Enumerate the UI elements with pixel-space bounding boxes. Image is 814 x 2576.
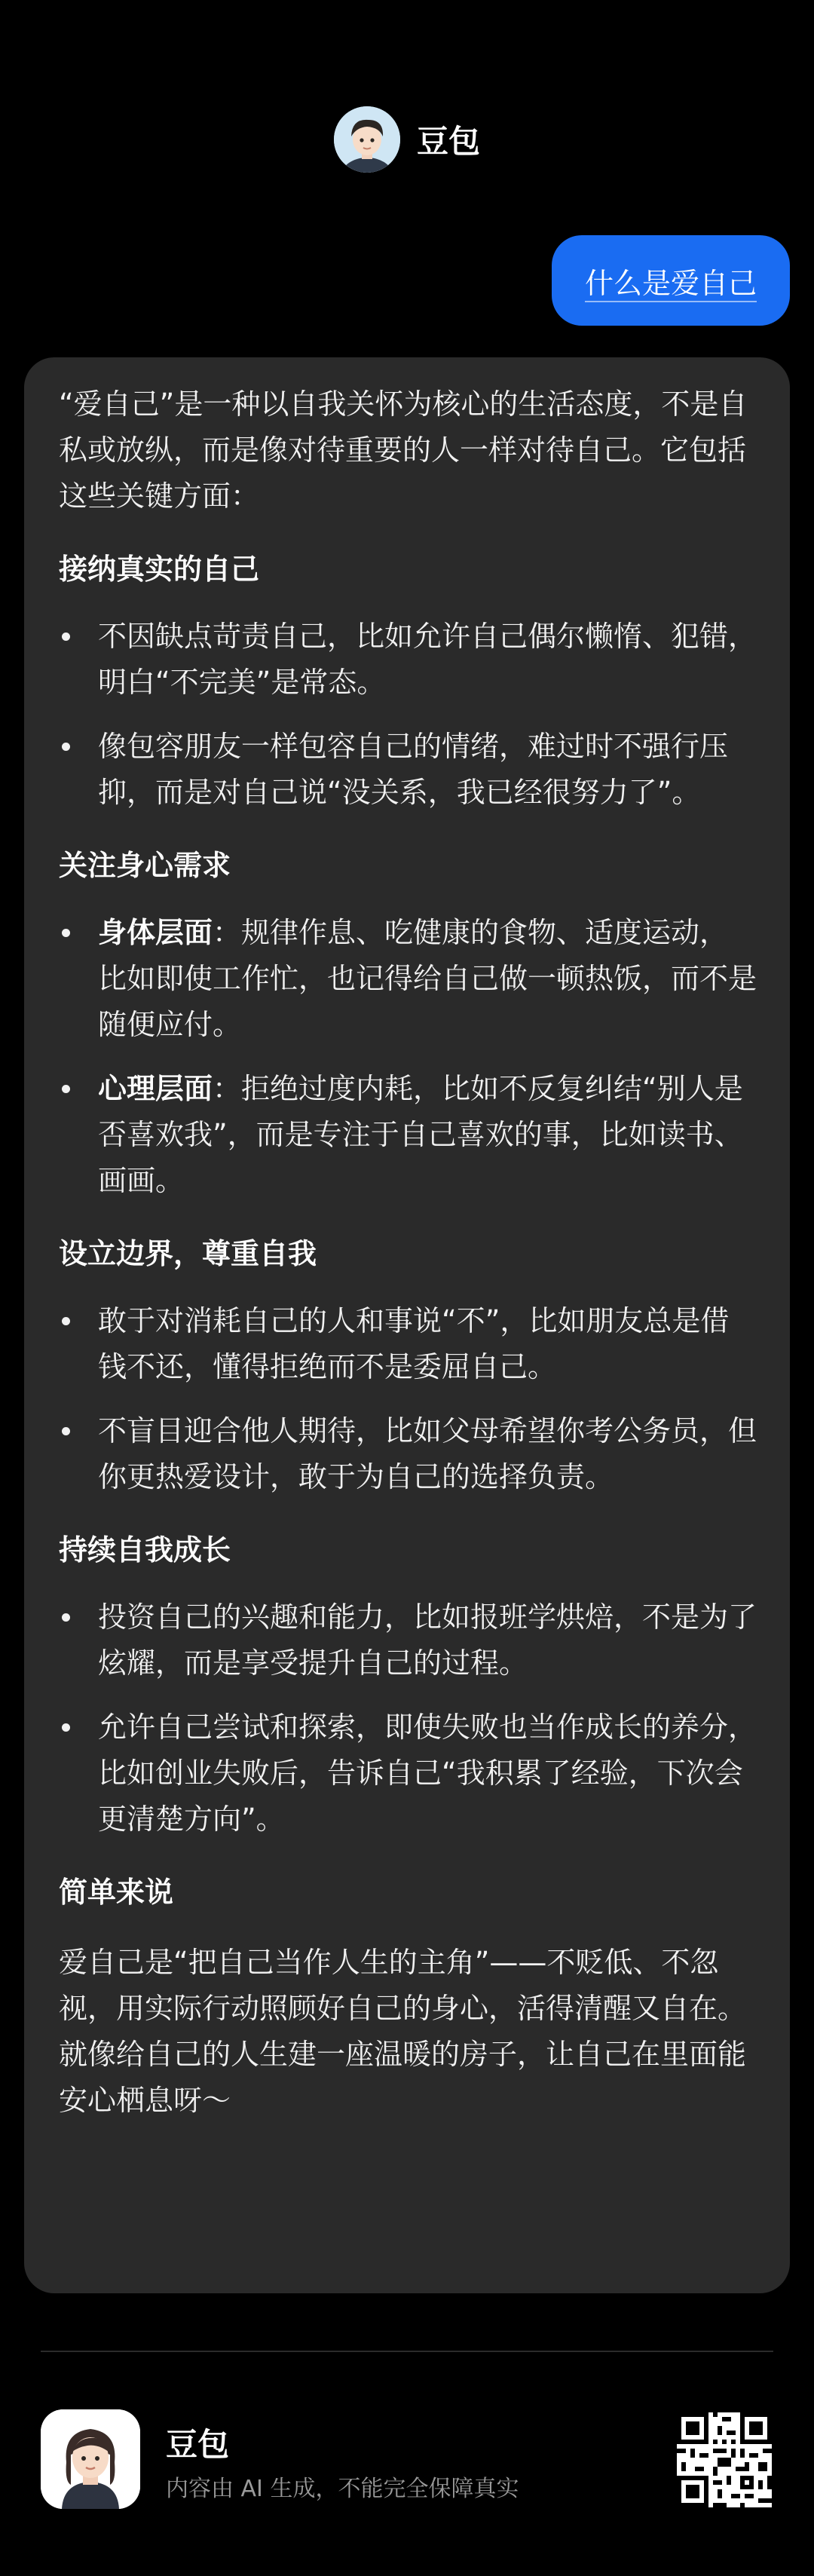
bullet-dot-icon bbox=[62, 1085, 70, 1093]
footer-divider bbox=[41, 2351, 773, 2352]
list-item-text: 敢于对消耗自己的人和事说“不”，比如朋友总是借钱不还，懂得拒绝而不是委屈自己。 bbox=[98, 1304, 730, 1383]
bullet-dot-icon bbox=[62, 1427, 70, 1435]
user-message-text[interactable]: 什么是爱自己 bbox=[584, 266, 757, 300]
summary-heading: 简单来说 bbox=[59, 1876, 174, 1909]
list-item bbox=[59, 1066, 757, 1204]
bullet-dot-icon bbox=[62, 929, 70, 937]
ai-disclaimer: 内容由 AI 生成，不能完全保障真实 bbox=[166, 2476, 519, 2502]
bullet-list bbox=[59, 910, 757, 1204]
bullet-dot-icon bbox=[62, 633, 70, 641]
list-item bbox=[59, 614, 757, 706]
list-item bbox=[59, 1298, 757, 1390]
doubao-avatar-icon bbox=[334, 106, 400, 173]
bullet-list bbox=[59, 614, 757, 816]
qr-code-icon bbox=[677, 2412, 772, 2507]
assistant-answer-card bbox=[24, 357, 790, 2293]
footer-app-name: 豆包 bbox=[166, 2426, 230, 2463]
bullet-dot-icon bbox=[62, 1723, 70, 1732]
list-item-text: 投资自己的兴趣和能力，比如报班学烘焙，不是为了炫耀，而是享受提升自己的过程。 bbox=[98, 1600, 757, 1680]
user-message-bubble[interactable] bbox=[552, 235, 790, 326]
section-heading: 接纳真实的自己 bbox=[59, 553, 260, 586]
bullet-dot-icon bbox=[62, 1613, 70, 1622]
list-item-text: ：规律作息、吃健康的食物、适度运动，比如即使工作忙，也记得给自己做一顿热饭，而不是随便应付。 bbox=[98, 916, 757, 1041]
summary-text: 爱自己是“把自己当作人生的主角”——不贬低、不忽视，用实际行动照顾好自己的身心，活得清醒又自在。就像给自己的人生建一座温暖的房子，让自己在里面能安心栖息呀～ bbox=[59, 1946, 747, 2117]
bullet-dot-icon bbox=[62, 743, 70, 751]
list-item-bold-label: 心理层面 bbox=[98, 1072, 213, 1105]
list-item bbox=[59, 1705, 757, 1842]
section-heading: 关注身心需求 bbox=[59, 849, 231, 882]
list-item bbox=[59, 910, 757, 1048]
list-item-bold-label: 身体层面 bbox=[98, 916, 213, 949]
list-item-text: 不盲目迎合他人期待，比如父母希望你考公务员，但你更热爱设计，敢于为自己的选择负责。 bbox=[98, 1414, 757, 1493]
doubao-logo-icon bbox=[41, 2409, 140, 2509]
header-title: 豆包 bbox=[416, 123, 480, 160]
bullet-list bbox=[59, 1594, 757, 1842]
list-item bbox=[59, 724, 757, 816]
list-item bbox=[59, 1408, 757, 1500]
list-item bbox=[59, 1594, 757, 1686]
section-heading: 持续自我成长 bbox=[59, 1533, 231, 1567]
answer-intro: “爱自己”是一种以自我关怀为核心的生活态度，不是自私或放纵，而是像对待重要的人一样对待自己。它包括这些关键方面： bbox=[59, 387, 748, 513]
list-item-text: ：拒绝过度内耗，比如不反复纠结“别人是否喜欢我”，而是专注于自己喜欢的事，比如读书、画画。 bbox=[98, 1072, 743, 1197]
list-item-text: 像包容朋友一样包容自己的情绪，难过时不强行压抑，而是对自己说“没关系，我已经很努力了”。 bbox=[98, 730, 729, 809]
bullet-dot-icon bbox=[62, 1317, 70, 1325]
list-item-text: 允许自己尝试和探索，即使失败也当作成长的养分，比如创业失败后，告诉自己“我积累了经验，下次会更清楚方向”。 bbox=[98, 1711, 757, 1836]
chat-header bbox=[0, 106, 814, 173]
bullet-list bbox=[59, 1298, 757, 1500]
section-heading: 设立边界，尊重自我 bbox=[59, 1237, 317, 1270]
list-item-text: 不因缺点苛责自己，比如允许自己偶尔懒惰、犯错，明白“不完美”是常态。 bbox=[98, 620, 757, 699]
